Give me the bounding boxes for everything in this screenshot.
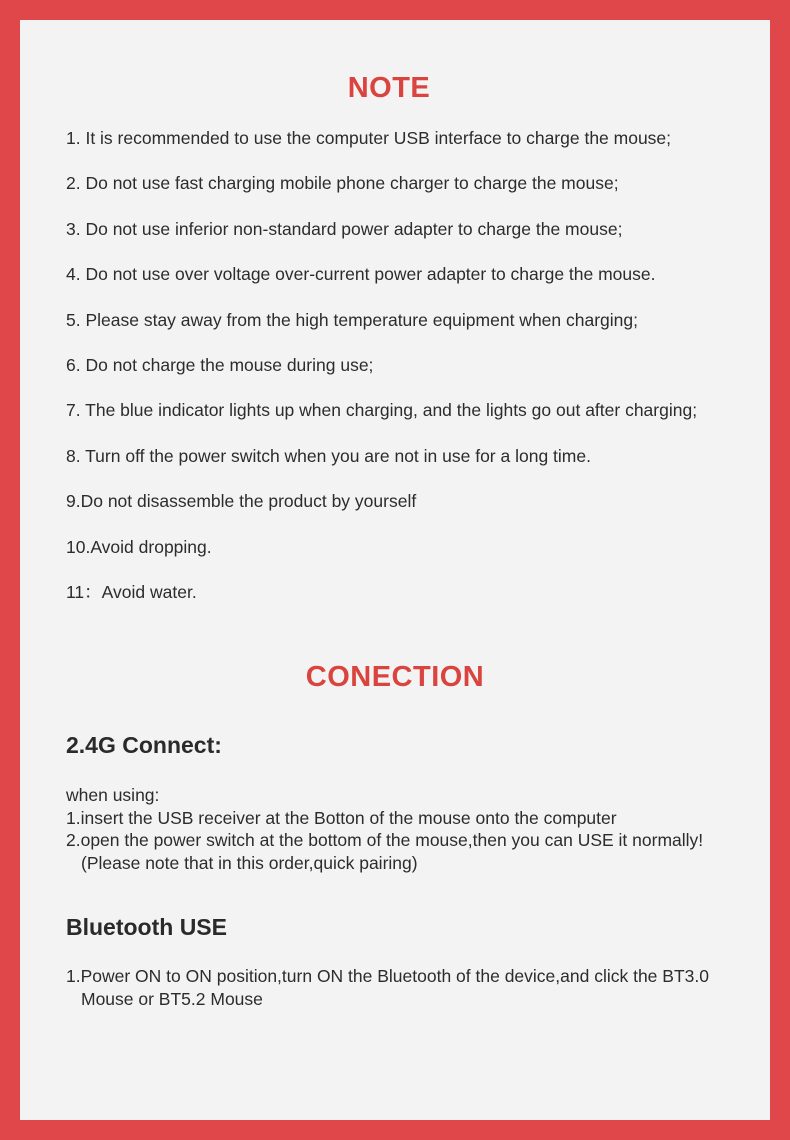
note-item: 9.Do not disassemble the product by yourself <box>66 491 417 512</box>
note-item: 8. Turn off the power switch when you are not in use for a long time. <box>66 445 591 466</box>
bluetooth-instructions <box>66 965 709 1010</box>
bluetooth-step-1: 1.Power ON to ON position,turn ON the Bluetooth of the device,and click the BT3.0 <box>66 966 709 986</box>
note-item: 4. Do not use over voltage over-current power adapter to charge the mouse. <box>66 264 656 285</box>
bluetooth-step-1-cont: Mouse or BT5.2 Mouse <box>81 988 263 1009</box>
note-item: 6. Do not charge the mouse during use; <box>66 354 374 375</box>
g24-connect-heading: 2.4G Connect: <box>66 732 222 758</box>
connection-title: CONECTION <box>305 661 485 693</box>
note-item: 11：Avoid water. <box>66 581 197 602</box>
note-item: 10.Avoid dropping. <box>66 536 212 557</box>
note-item: 2. Do not use fast charging mobile phone charger to charge the mouse; <box>66 173 619 194</box>
g24-step-2: 2.open the power switch at the bottom of the mouse,then you can USE it normally! <box>66 830 704 850</box>
note-item: 3. Do not use inferior non-standard power adapter to charge the mouse; <box>66 218 623 239</box>
g24-step-1: 1.insert the USB receiver at the Botton of the mouse onto the computer <box>66 807 617 828</box>
g24-connect-instructions <box>66 784 703 874</box>
g24-step-2-note: (Please note that in this order,quick pairing) <box>81 852 418 873</box>
g24-intro: when using: <box>66 785 160 805</box>
note-item: 1. It is recommended to use the computer USB interface to charge the mouse; <box>66 128 672 148</box>
note-item: 5. Please stay away from the high temperature equipment when charging; <box>66 309 638 330</box>
note-item: 7. The blue indicator lights up when charging, and the lights go out after charging; <box>66 400 698 421</box>
content-panel <box>20 20 770 1120</box>
bluetooth-heading: Bluetooth USE <box>66 914 227 940</box>
note-title: NOTE <box>347 72 431 104</box>
note-list <box>66 124 697 623</box>
